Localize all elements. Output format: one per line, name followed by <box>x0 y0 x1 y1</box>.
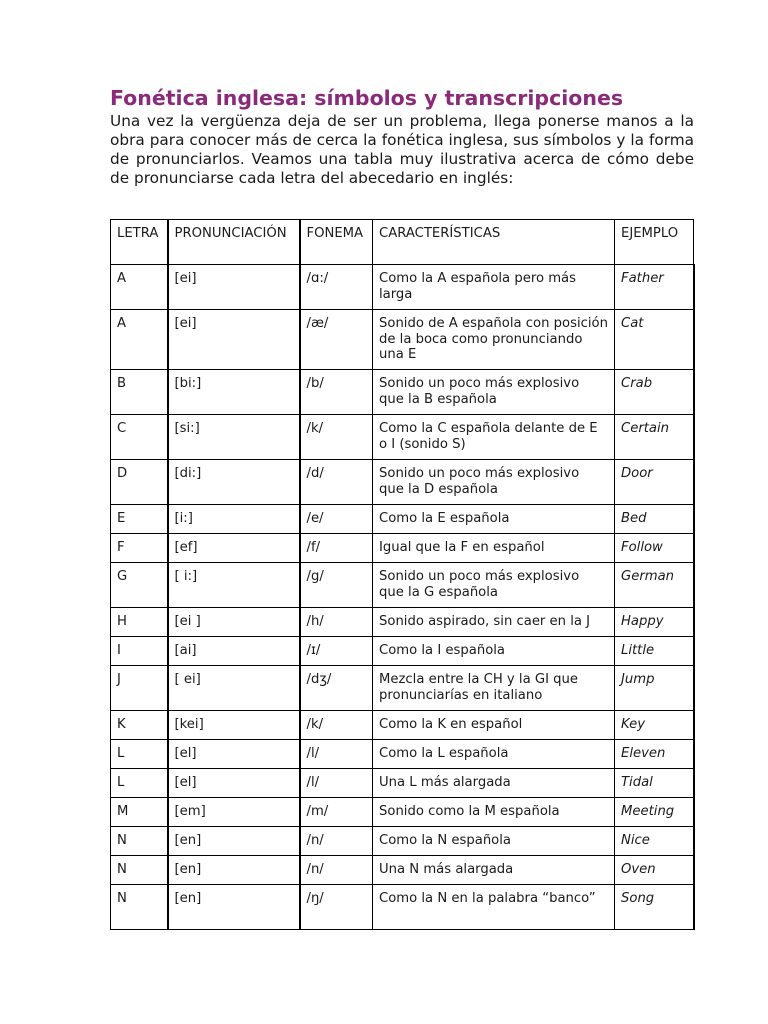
cell-ejemplo: Crab <box>615 370 694 415</box>
cell-letra: J <box>111 666 168 711</box>
cell-caracteristicas: Una L más alargada <box>373 769 615 798</box>
cell-pronunciacion: [ef] <box>168 534 300 563</box>
table-row <box>111 769 694 798</box>
cell-fonema: /l/ <box>300 740 373 769</box>
cell-letra: D <box>111 460 168 505</box>
header-caracteristicas: CARACTERÍSTICAS <box>373 220 615 265</box>
cell-caracteristicas: Sonido un poco más explosivo que la B española <box>373 370 615 415</box>
cell-pronunciacion: [en] <box>168 827 300 856</box>
cell-caracteristicas: Como la E española <box>373 505 615 534</box>
table-row <box>111 265 694 310</box>
cell-pronunciacion: [ei] <box>168 265 300 310</box>
cell-fonema: /ɪ/ <box>300 637 373 666</box>
cell-ejemplo: Happy <box>615 608 694 637</box>
cell-pronunciacion: [el] <box>168 740 300 769</box>
table-row <box>111 798 694 827</box>
cell-fonema: /n/ <box>300 856 373 885</box>
cell-pronunciacion: [bi:] <box>168 370 300 415</box>
cell-fonema: /h/ <box>300 608 373 637</box>
cell-letra: E <box>111 505 168 534</box>
table-row <box>111 637 694 666</box>
cell-ejemplo: Song <box>615 885 694 930</box>
cell-caracteristicas: Sonido como la M española <box>373 798 615 827</box>
cell-pronunciacion: [si:] <box>168 415 300 460</box>
table-row <box>111 608 694 637</box>
cell-letra: B <box>111 370 168 415</box>
cell-ejemplo: German <box>615 563 694 608</box>
cell-fonema: /e/ <box>300 505 373 534</box>
cell-pronunciacion: [di:] <box>168 460 300 505</box>
cell-letra: N <box>111 885 168 930</box>
cell-letra: C <box>111 415 168 460</box>
table-row <box>111 666 694 711</box>
table-row <box>111 505 694 534</box>
cell-pronunciacion: [en] <box>168 856 300 885</box>
header-ejemplo: EJEMPLO <box>615 220 694 265</box>
table-row <box>111 740 694 769</box>
cell-ejemplo: Bed <box>615 505 694 534</box>
cell-letra: K <box>111 711 168 740</box>
cell-fonema: /n/ <box>300 827 373 856</box>
table-row <box>111 415 694 460</box>
cell-letra: L <box>111 769 168 798</box>
cell-pronunciacion: [em] <box>168 798 300 827</box>
cell-caracteristicas: Igual que la F en español <box>373 534 615 563</box>
table-row <box>111 563 694 608</box>
cell-fonema: /ŋ/ <box>300 885 373 930</box>
cell-fonema: /l/ <box>300 769 373 798</box>
cell-letra: F <box>111 534 168 563</box>
table-row <box>111 711 694 740</box>
cell-fonema: /f/ <box>300 534 373 563</box>
document-page <box>110 84 694 188</box>
cell-ejemplo: Certain <box>615 415 694 460</box>
header-letra: LETRA <box>111 220 168 265</box>
cell-pronunciacion: [ ei] <box>168 666 300 711</box>
cell-ejemplo: Key <box>615 711 694 740</box>
cell-caracteristicas: Como la N española <box>373 827 615 856</box>
cell-fonema: /k/ <box>300 415 373 460</box>
intro-paragraph: Una vez la vergüenza deja de ser un problema, llega ponerse manos a la obra para conocer más de cerca la fonética inglesa, sus símbolos y la forma de pronunciarlos. Veamos una tabla muy ilustrativa acerca de cómo debe de pronunciarse cada letra del abecedario en inglés: <box>110 112 694 187</box>
table-row <box>111 370 694 415</box>
cell-pronunciacion: [kei] <box>168 711 300 740</box>
cell-caracteristicas: Sonido un poco más explosivo que la D española <box>373 460 615 505</box>
table-row <box>111 534 694 563</box>
cell-ejemplo: Follow <box>615 534 694 563</box>
cell-pronunciacion: [i:] <box>168 505 300 534</box>
cell-pronunciacion: [ei ] <box>168 608 300 637</box>
cell-caracteristicas: Como la I española <box>373 637 615 666</box>
cell-ejemplo: Meeting <box>615 798 694 827</box>
cell-pronunciacion: [en] <box>168 885 300 930</box>
table-row <box>111 885 694 930</box>
cell-fonema: /dʒ/ <box>300 666 373 711</box>
cell-ejemplo: Little <box>615 637 694 666</box>
cell-fonema: /g/ <box>300 563 373 608</box>
cell-letra: I <box>111 637 168 666</box>
cell-caracteristicas: Como la L española <box>373 740 615 769</box>
cell-caracteristicas: Como la A española pero más larga <box>373 265 615 310</box>
cell-pronunciacion: [ai] <box>168 637 300 666</box>
cell-letra: L <box>111 740 168 769</box>
table-row <box>111 460 694 505</box>
cell-letra: M <box>111 798 168 827</box>
phonetics-table <box>110 219 695 930</box>
cell-letra: G <box>111 563 168 608</box>
table-row <box>111 310 694 370</box>
cell-letra: A <box>111 265 168 310</box>
cell-caracteristicas: Sonido de A española con posición de la boca como pronunciando una E <box>373 310 615 370</box>
cell-pronunciacion: [ i:] <box>168 563 300 608</box>
cell-pronunciacion: [el] <box>168 769 300 798</box>
cell-ejemplo: Tidal <box>615 769 694 798</box>
page-title: Fonética inglesa: símbolos y transcripciones <box>110 86 624 110</box>
cell-fonema: /d/ <box>300 460 373 505</box>
cell-fonema: /æ/ <box>300 310 373 370</box>
cell-caracteristicas: Como la K en español <box>373 711 615 740</box>
cell-caracteristicas: Una N más alargada <box>373 856 615 885</box>
cell-letra: H <box>111 608 168 637</box>
table-row <box>111 827 694 856</box>
cell-letra: N <box>111 856 168 885</box>
cell-letra: A <box>111 310 168 370</box>
cell-ejemplo: Nice <box>615 827 694 856</box>
header-fonema: FONEMA <box>300 220 373 265</box>
cell-ejemplo: Oven <box>615 856 694 885</box>
cell-fonema: /m/ <box>300 798 373 827</box>
header-pronunciacion: PRONUNCIACIÓN <box>168 220 300 265</box>
cell-fonema: /ɑ:/ <box>300 265 373 310</box>
cell-fonema: /k/ <box>300 711 373 740</box>
cell-ejemplo: Door <box>615 460 694 505</box>
cell-caracteristicas: Sonido un poco más explosivo que la G española <box>373 563 615 608</box>
cell-pronunciacion: [ei] <box>168 310 300 370</box>
table-header-row <box>111 220 694 265</box>
cell-ejemplo: Eleven <box>615 740 694 769</box>
cell-caracteristicas: Mezcla entre la CH y la GI que pronunciarías en italiano <box>373 666 615 711</box>
cell-ejemplo: Cat <box>615 310 694 370</box>
cell-ejemplo: Jump <box>615 666 694 711</box>
cell-caracteristicas: Sonido aspirado, sin caer en la J <box>373 608 615 637</box>
cell-fonema: /b/ <box>300 370 373 415</box>
cell-letra: N <box>111 827 168 856</box>
table-row <box>111 856 694 885</box>
cell-caracteristicas: Como la C española delante de E o I (sonido S) <box>373 415 615 460</box>
phonetics-table-body <box>111 220 694 930</box>
cell-ejemplo: Father <box>615 265 694 310</box>
cell-caracteristicas: Como la N en la palabra “banco” <box>373 885 615 930</box>
